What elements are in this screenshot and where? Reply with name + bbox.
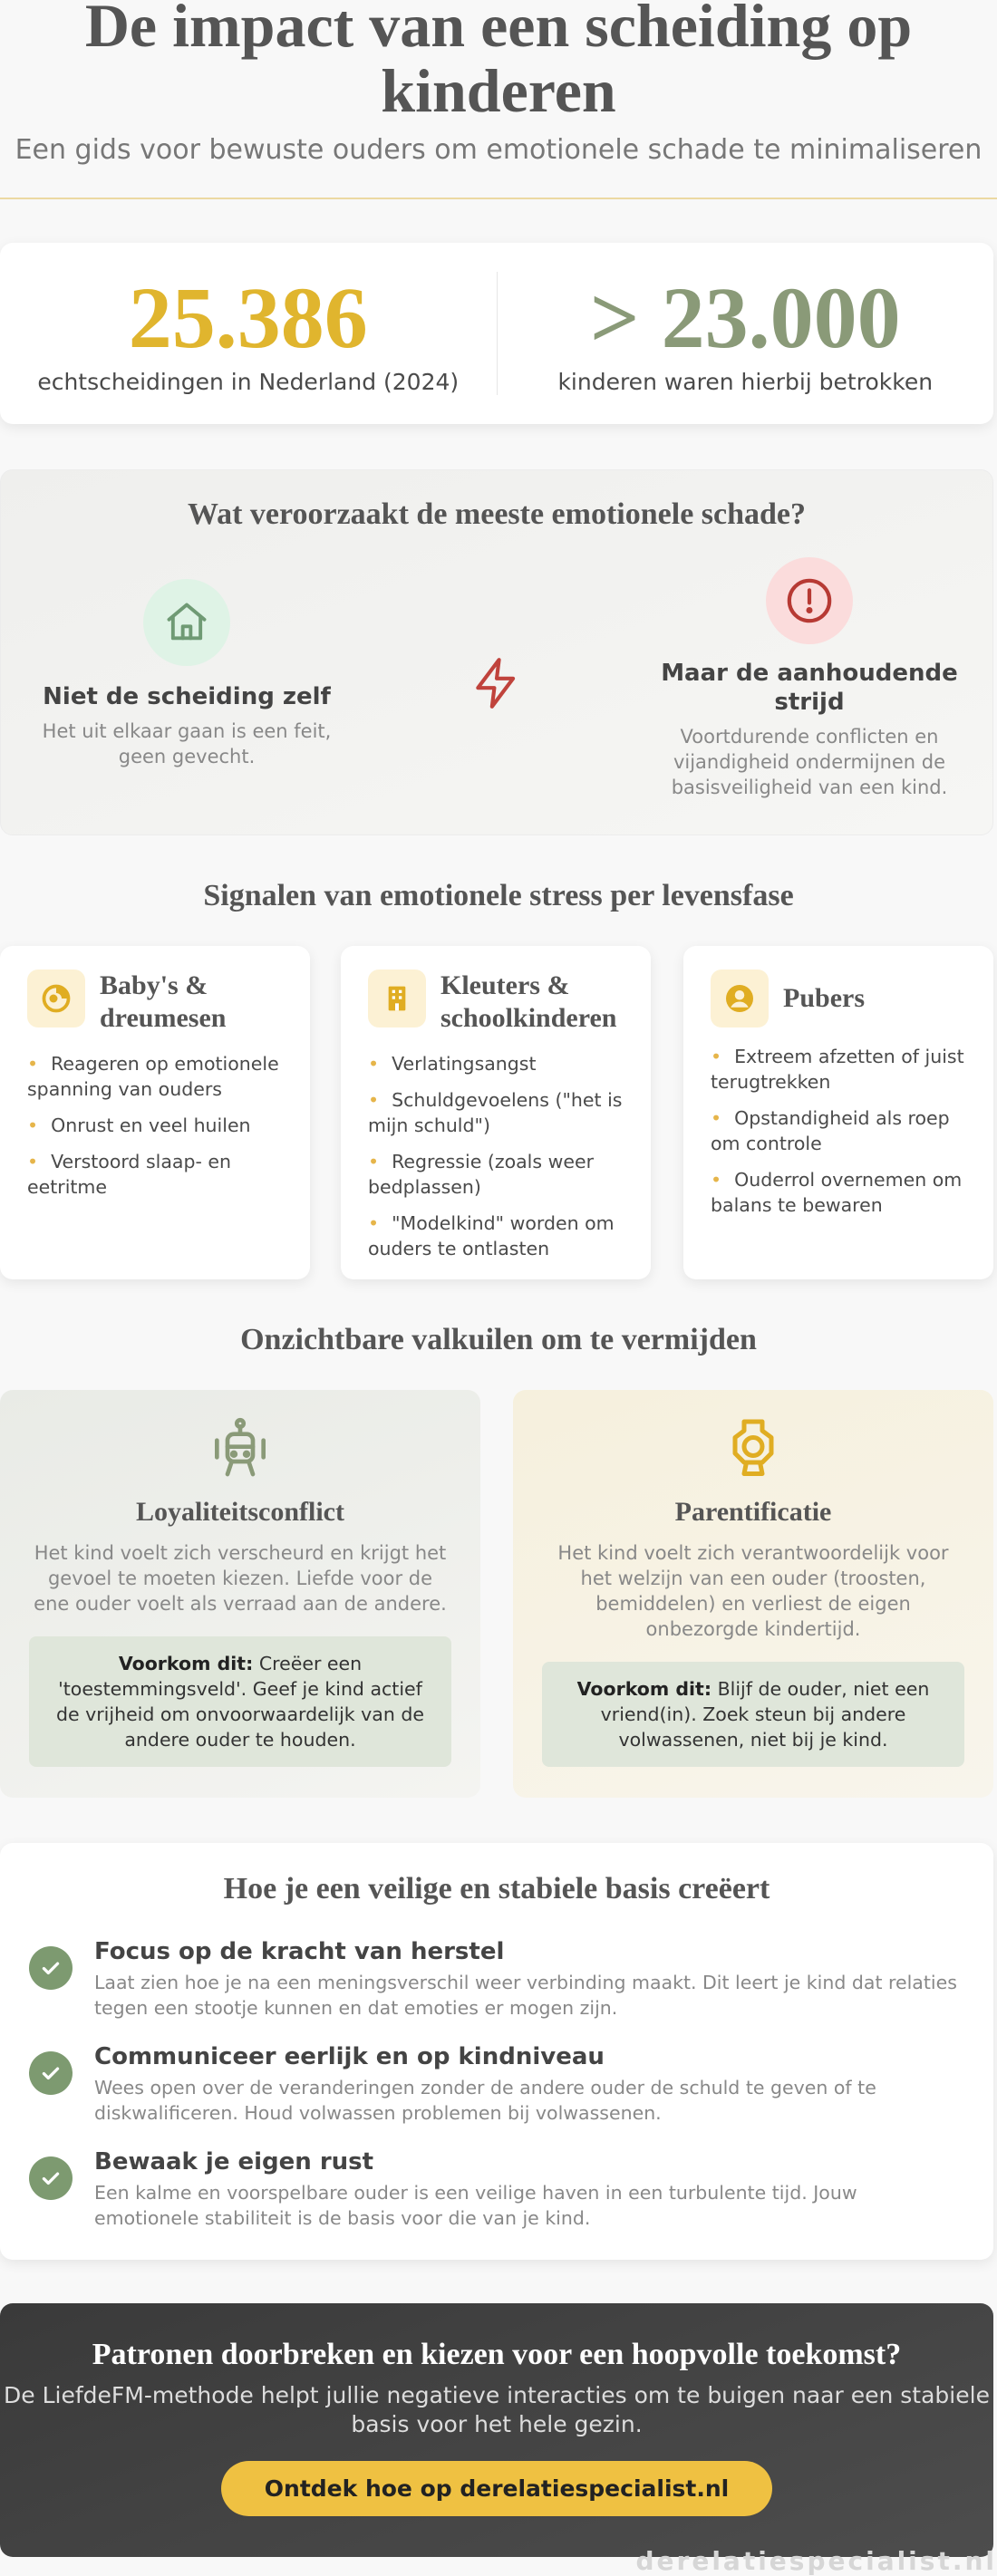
cta-button[interactable]: Ontdek hoe op derelatiespecialist.nl (221, 2461, 772, 2516)
signal-card-title: Pubers (783, 983, 865, 1013)
tip-label: Voorkom dit: (118, 1653, 254, 1674)
signal-list (27, 1051, 283, 1200)
signal-list (368, 1051, 624, 1261)
cta-title: Patronen doorbreken en kiezen voor een hoopvolle toekomst? (92, 2338, 902, 2371)
step-text: Een kalme en voorspelbare ouder is een veilige haven in een turbulente tijd. Jouw emotionele stabiliteit is de basis voor die van je kind. (94, 2182, 857, 2229)
signal-card-teens (683, 946, 993, 1279)
list-item: • Schuldgevoelens ("het is mijn schuld") (368, 1087, 624, 1138)
pitfall-title: Loyaliteitsconflict (136, 1497, 344, 1527)
pitfall-card-loyalty (0, 1390, 480, 1798)
basis-step (29, 2147, 963, 2231)
list-item: • Verlatingsangst (368, 1051, 624, 1076)
page-header (0, 0, 997, 199)
tip-text: Blijf de ouder, niet een vriend(in). Zoek steun bij andere volwassenen, niet bij je kind. (600, 1678, 930, 1751)
list-item: • Extreem afzetten of juist terugtrekken (711, 1044, 966, 1095)
list-item: • Opstandigheid als roep om controle (711, 1105, 966, 1156)
cause-text: Het uit elkaar gaan is een feit, geen gevecht. (42, 720, 332, 767)
pitfall-text: Het kind voelt zich verscheurd en krijgt het gevoel te moeten kiezen. Liefde voor de ene ouder voelt als verraad aan de andere. (34, 1542, 447, 1615)
list-item: • Verstoord slaap- en eetritme (27, 1149, 283, 1200)
check-icon (29, 2051, 73, 2095)
page-subtitle: Een gids voor bewuste ouders om emotionele schade te minimaliseren (15, 134, 982, 166)
signal-card-title: Kleuters & schoolkinderen (440, 970, 617, 1033)
signal-card-children (341, 946, 651, 1279)
basis-step (29, 1937, 963, 2021)
signal-card-babies (0, 946, 310, 1279)
stat-divorces (0, 268, 497, 395)
list-item: • Regressie (zoals weer bedplassen) (368, 1149, 624, 1200)
step-title: Communiceer eerlijk en op kindniveau (94, 2043, 605, 2070)
stat-value: 25.386 (128, 268, 368, 366)
tip-text: Creëer een 'toestemmingsveld'. Geef je kind actief de vrijheid om onvoorwaardelijk van de andere ouder te houden. (55, 1653, 425, 1751)
cause-title: Maar de aanhoudende strijd (661, 660, 958, 716)
pitfall-tip (29, 1636, 451, 1767)
baby-icon (27, 970, 85, 1028)
page-title: De impact van een scheiding op kinderen (84, 0, 913, 125)
cause-section (0, 469, 993, 835)
stat-label: echtscheidingen in Nederland (2024) (37, 368, 460, 395)
pitfall-card-parentification (513, 1390, 993, 1798)
tug-of-war-icon (29, 1417, 451, 1484)
section-title: Hoe je een veilige en stabiele basis creëert (223, 1872, 770, 1905)
stat-value: > 23.000 (589, 268, 901, 366)
stat-label: kinderen waren hierbij betrokken (557, 368, 934, 395)
lightning-icon (469, 651, 525, 719)
pitfall-text: Het kind voelt zich verantwoordelijk voor het welzijn van een ouder (troosten, bemiddelen) en verliest de eigen onbezorgde kindertijd. (557, 1542, 949, 1640)
pitfall-tip (542, 1662, 964, 1767)
stat-children (498, 268, 994, 395)
cause-text: Voortdurende conflicten en vijandigheid ondermijnen de basisveiligheid van een kind. (671, 726, 948, 798)
lifebuoy-icon (542, 1417, 964, 1484)
user-circle-icon (711, 970, 769, 1028)
section-title: Wat veroorzaakt de meeste emotionele schade? (187, 497, 807, 531)
pitfall-title: Parentificatie (674, 1497, 832, 1527)
check-icon (29, 1946, 73, 1990)
cta-section (0, 2303, 993, 2557)
step-text: Laat zien hoe je na een meningsverschil weer verbinding maakt. Dit leert je kind dat relaties tegen een stootje kunnen en dat emoties er mogen zijn. (94, 1972, 957, 2019)
basis-section (0, 1843, 993, 2260)
list-item: • "Modelkind" worden om ouders te ontlasten (368, 1211, 624, 1261)
cause-title: Niet de scheiding zelf (43, 683, 331, 710)
step-text: Wees open over de veranderingen zonder de andere ouder de schuld te geven of te diskwalificeren. Houd volwassen problemen bij volwassenen. (94, 2077, 876, 2124)
section-title: Onzichtbare valkuilen om te vermijden (240, 1323, 757, 1356)
step-title: Focus op de kracht van herstel (94, 1938, 505, 1965)
tip-label: Voorkom dit: (576, 1678, 712, 1700)
stats-card (0, 243, 993, 424)
list-item: • Reageren op emotionele spanning van ouders (27, 1051, 283, 1102)
cause-not-divorce (37, 579, 336, 769)
signal-card-title: Baby's & dreumesen (100, 970, 227, 1033)
list-item: • Onrust en veel huilen (27, 1113, 283, 1138)
cta-text: De LiefdeFM-methode helpt jullie negatieve interacties om te buigen naar een stabiele basis voor het hele gezin. (4, 2382, 990, 2437)
school-icon (368, 970, 426, 1028)
section-title: Signalen van emotionele stress per levensfase (203, 879, 794, 912)
watermark: derelatiespecialist.nl (635, 2546, 997, 2576)
signal-list (711, 1044, 966, 1218)
alert-circle-icon (766, 557, 853, 644)
cause-conflict (655, 557, 963, 800)
list-item: • Ouderrol overnemen om balans te bewaren (711, 1167, 966, 1218)
check-icon (29, 2156, 73, 2200)
basis-step (29, 2042, 963, 2126)
step-title: Bewaak je eigen rust (94, 2148, 374, 2176)
home-icon (143, 579, 230, 666)
